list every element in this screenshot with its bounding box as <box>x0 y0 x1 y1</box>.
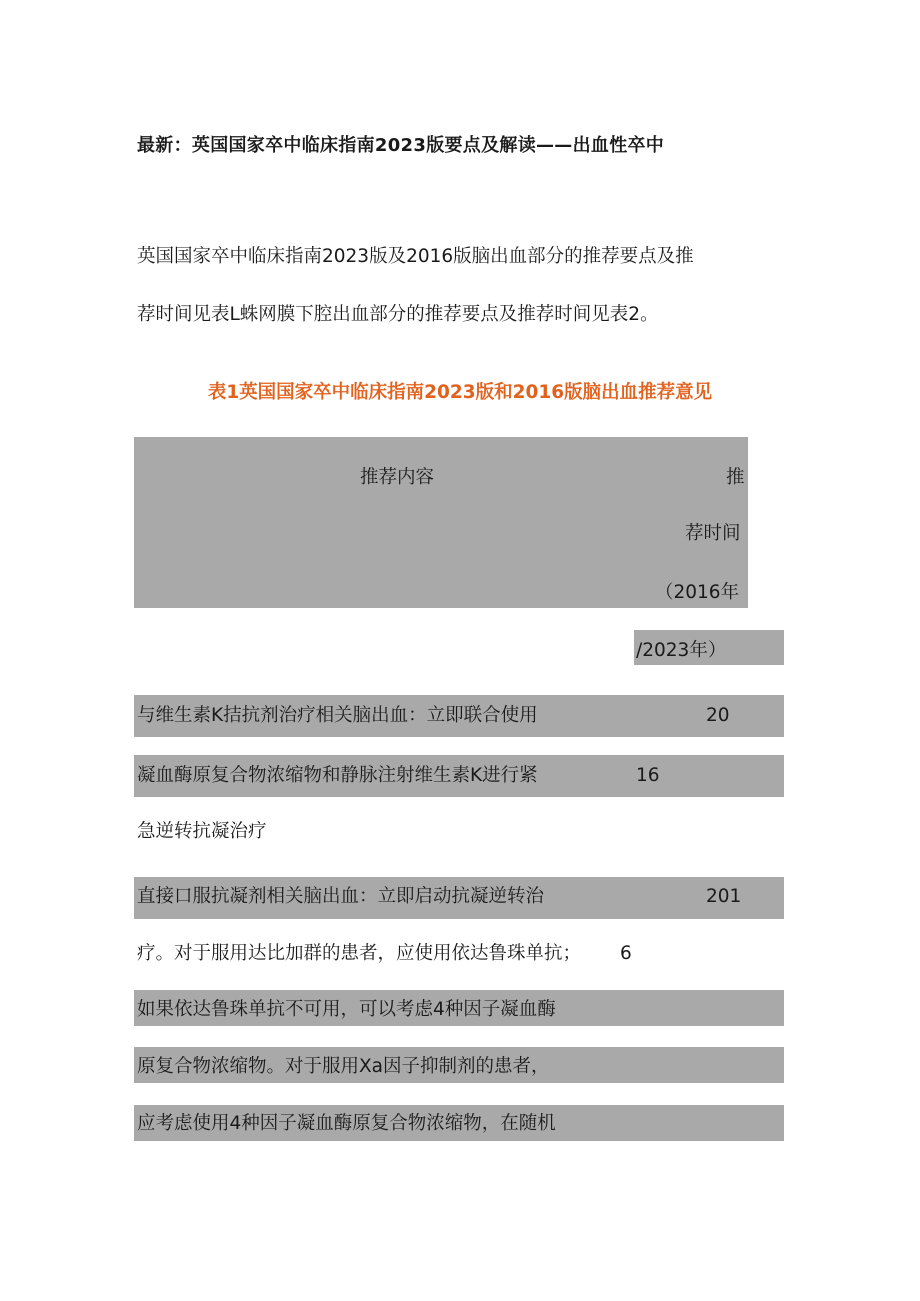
row-1-content-line-2: 凝血酶原复合物浓缩物和静脉注射维生素K进行紧 <box>137 765 538 786</box>
row-1-content-line-3: 急逆转抗凝治疗 <box>137 821 267 842</box>
row-2-content-line-2: 疗。对于服用达比加群的患者，应使用依达鲁珠单抗； <box>137 943 582 964</box>
intro-line-1: 英国国家卒中临床指南2023版及2016版脑出血部分的推荐要点及推 <box>137 246 694 267</box>
row-2-time-line-2: 6 <box>620 943 632 964</box>
row-2-content-line-1: 直接口服抗凝剂相关脑出血：立即启动抗凝逆转治 <box>137 886 545 907</box>
header-time-label-1: 推 <box>726 467 745 488</box>
row-1-time-line-1: 20 <box>706 705 730 726</box>
header-content-label: 推荐内容 <box>360 467 435 488</box>
row-2-content-line-5: 应考虑使用4种因子凝血酶原复合物浓缩物，在随机 <box>137 1113 556 1134</box>
intro-line-2: 荐时间见表L蛛网膜下腔出血部分的推荐要点及推荐时间见表2。 <box>137 304 659 325</box>
row-2-content-line-3: 如果依达鲁珠单抗不可用，可以考虑4种因子凝血酶 <box>137 999 556 1020</box>
row-1-content-line-1: 与维生素K拮抗剂治疗相关脑出血：立即联合使用 <box>137 705 538 726</box>
table-caption: 表1英国国家卒中临床指南2023版和2016版脑出血推荐意见 <box>207 382 713 403</box>
header-time-label-3: （2016年 <box>655 582 740 603</box>
row-2-time-line-1: 201 <box>706 886 742 907</box>
row-2-content-line-4: 原复合物浓缩物。对于服用Xa因子抑制剂的患者， <box>137 1056 550 1077</box>
document-title: 最新：英国国家卒中临床指南2023版要点及解读——出血性卒中 <box>137 135 665 156</box>
row-1-time-line-2: 16 <box>636 765 660 786</box>
header-time-label-2: 荐时间 <box>685 523 741 544</box>
header-time-label-4: /2023年） <box>636 640 727 661</box>
